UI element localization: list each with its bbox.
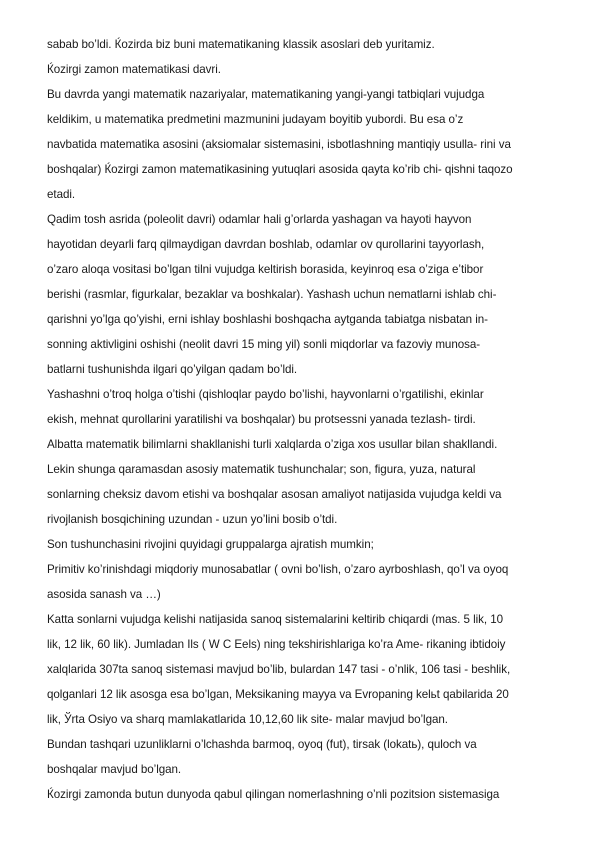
text-line: Yashashni o’troq holga o’tishi (qishloqlar paydo bo’lishi, hayvonlarni o’rgatilishi, ekinlar [47,388,484,401]
text-line: Lekin shunga qaramasdan asosiy matematik tushunchalar; son, figura, yuza, natural [47,463,476,476]
text-line: Qadim tosh asrida (poleolit davri) odamlar hali g’orlarda yashagan va hayoti hayvon [47,213,472,226]
text-line: Albatta matematik bilimlarni shakllanishi turli xalqlarda o’ziga xos usullar bilan shakllandi. [47,438,498,451]
text-line: ekish, mehnat qurollarini yaratilishi va boshqalar) bu protsessni yanada tezlash- tirdi. [47,413,476,426]
text-line: qolganlari 12 lik asosga esa bo’lgan, Meksikaning mayya va Evropaning kelьt qabilarida 20 [47,688,509,701]
text-line: Bu davrda yangi matematik nazariyalar, matematikaning yangi-yangi tatbiqlari vujudga [47,88,485,101]
text-line: lik, 12 lik, 60 lik). Jumladan Ils ( W C Eels) ning tekshirishlariga ko’ra Ame- rikaning ibtidoiy [47,638,506,651]
text-line: Katta sonlarni vujudga kelishi natijasida sanoq sistemalarini keltirib chiqardi (mas. 5 lik, 10 [47,613,504,626]
text-line: boshqalar mavjud bo’lgan. [47,763,182,776]
text-line: lik, Ўrta Osiyo va sharq mamlakatlarida 10,12,60 lik site- malar mavjud bo’lgan. [47,713,448,726]
text-line: etadi. [47,188,76,201]
text-line: keldikim, u matematika predmetini mazmunini judayam boyitib yubordi. Bu esa o’z [47,113,464,126]
text-line: Ќozirgi zamonda butun dunyoda qabul qilingan nomerlashning o’nli pozitsion sistemasiga [47,788,500,801]
text-line: asosida sanash va …) [47,588,161,601]
text-line: hayotidan deyarli farq qilmaydigan davrdan boshlab, odamlar ov qurollarini tayyorlash, [47,238,485,251]
text-line: Primitiv ko’rinishdagi miqdoriy munosabatlar ( ovni bo’lish, o’zaro ayrboshlash, qo’l va oyoq [47,563,509,576]
text-line: Bundan tashqari uzunliklarni o’lchashda barmoq, oyoq (fut), tirsak (lokatь), quloch va [47,738,477,751]
text-line: sonlarning cheksiz davom etishi va boshqalar asosan amaliyot natijasida vujudga keldi va [47,488,502,501]
text-line: berishi (rasmlar, figurkalar, bezaklar va boshkalar). Yashash uchun nematlarni ishlab chi- [47,288,497,301]
text-line: Son tushunchasini rivojini quyidagi gruppalarga ajratish mumkin; [47,538,374,551]
text-line: sonning aktivligini oshishi (neolit davri 15 ming yil) sonli miqdorlar va fazoviy munosa- [47,338,481,351]
text-line: xalqlarida 307ta sanoq sistemasi mavjud bo’lib, bulardan 147 tasi - o’nlik, 106 tasi - beshlik, [47,663,511,676]
text-line: batlarni tushunishda ilgari qo’yilgan qadam bo’ldi. [47,363,298,376]
text-line: o’zaro aloqa vositasi bo’lgan tilni vujudga keltirish borasida, keyinroq esa o’ziga e’tibor [47,263,484,276]
text-line: Ќozirgi zamon matematikasi davri. [47,63,221,76]
text-line: navbatida matematika asosini (aksiomalar sistemasini, isbotlashning mantiqiy usulla- rini va [47,138,511,151]
text-line: boshqalar) Ќozirgi zamon matematikasining yutuqlari asosida qayta ko’rib chi- qishni taqozo [47,163,513,176]
text-line: qarishni yo’lga qo’yishi, erni ishlay boshlashi boshqacha aytganda tabiatga nisbatan in- [47,313,488,326]
text-line: rivojlanish bosqichining uzundan - uzun yo’lini bosib o’tdi. [47,513,338,526]
text-line: sabab bo’ldi. Ќozirda biz buni matematikaning klassik asoslari deb yuritamiz. [47,38,435,51]
